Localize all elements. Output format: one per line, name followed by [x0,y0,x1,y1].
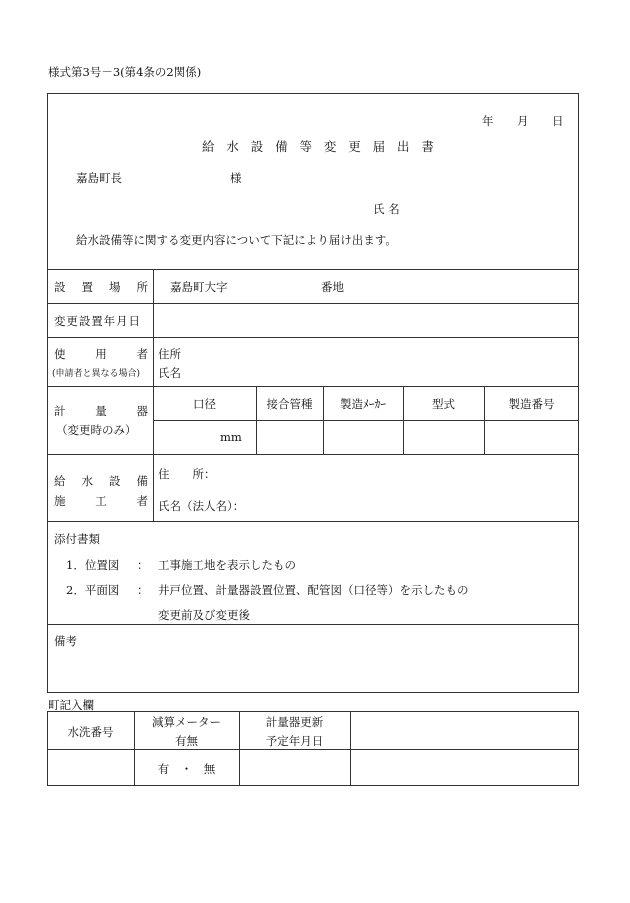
installer-name-label: 氏名（法人名）： [158,499,245,513]
location-label: 設 置 場 所 [54,280,148,294]
presence-value: 有 ・ 無 [157,762,216,776]
signer-label: 氏 名 [373,202,400,216]
attachment-number-1: 1．位置図 [66,558,120,572]
user-name-label: 氏名 [158,366,181,380]
attachment-number-2: 2．平面図 [66,583,120,597]
meter-col-maker: 製造ﾒｰｶｰ [340,397,386,411]
user-note: (申請者と異なる場合) [52,369,141,379]
installer-field[interactable] [250,460,573,516]
change-date-label: 変更設置年月日 [54,314,141,328]
attachment-desc-1: 工事施工地を表示したもの [158,558,296,572]
meter-label: 計 量 器 [54,404,148,418]
meter-col-pipe-type: 接合管種 [266,397,313,411]
attachment-desc-2: 井戸位置、計量器設置位置、配管図（口径等）を示したもの [158,583,469,597]
sub-meter-header-2: 有無 [175,734,198,748]
town-extra-field[interactable] [353,714,576,783]
remarks-field[interactable] [54,652,572,688]
main-form [47,93,579,693]
flush-number-field[interactable] [50,752,131,783]
attachment-note: 変更前及び変更後 [158,608,250,622]
meter-col-serial: 製造番号 [508,397,555,411]
renewal-date-field[interactable] [242,752,347,783]
installer-label-line1: 給 水 設 備 [54,474,148,488]
location-prefix: 嘉島町大字 [170,280,228,294]
meter-renewal-header: 計量器更新 [265,715,324,729]
meter-maker-field[interactable] [326,423,400,451]
user-address-label: 住所 [158,347,181,361]
attachments-label: 添付書類 [54,532,100,546]
town-section-label: 町記入欄 [48,698,94,712]
statement: 給水設備等に関する変更内容について下記により届け出ます。 [76,233,397,247]
location-suffix: 番地 [321,280,344,294]
meter-col-model: 型式 [432,397,455,411]
form-number: 様式第3号－3(第4条の2関係) [48,65,202,79]
user-field[interactable] [190,342,573,382]
meter-renewal-header-2: 予定年月日 [265,734,324,748]
form-title: 給水設備等変更届出書 [202,139,446,154]
date-day: 日 [552,114,564,128]
attachment-sep-2: ： [137,583,149,597]
addressee-honorific: 様 [230,171,242,185]
meter-pipe-type-field[interactable] [259,423,320,451]
sub-meter-header: 減算メーター [152,715,221,729]
meter-serial-field[interactable] [487,423,576,451]
change-date-field[interactable] [158,307,573,333]
date-year: 年 [482,114,494,128]
meter-bore-field[interactable] [156,423,216,451]
user-label: 使 用 者 [54,347,148,361]
remarks-label: 備考 [54,634,77,648]
flush-number-header: 水洗番号 [67,725,114,739]
meter-model-field[interactable] [406,423,481,451]
installer-address-label: 住 所： [158,467,216,481]
attachment-sep-1: ： [137,558,149,572]
addressee-name: 嘉島町長 [76,171,122,185]
date-month: 月 [517,114,529,128]
meter-note: （変更時のみ） [56,423,137,437]
meter-unit: mm [220,430,242,444]
meter-col-bore: 口径 [193,397,216,411]
installer-label-line2: 施 工 者 [54,494,148,508]
location-field[interactable] [167,274,572,298]
